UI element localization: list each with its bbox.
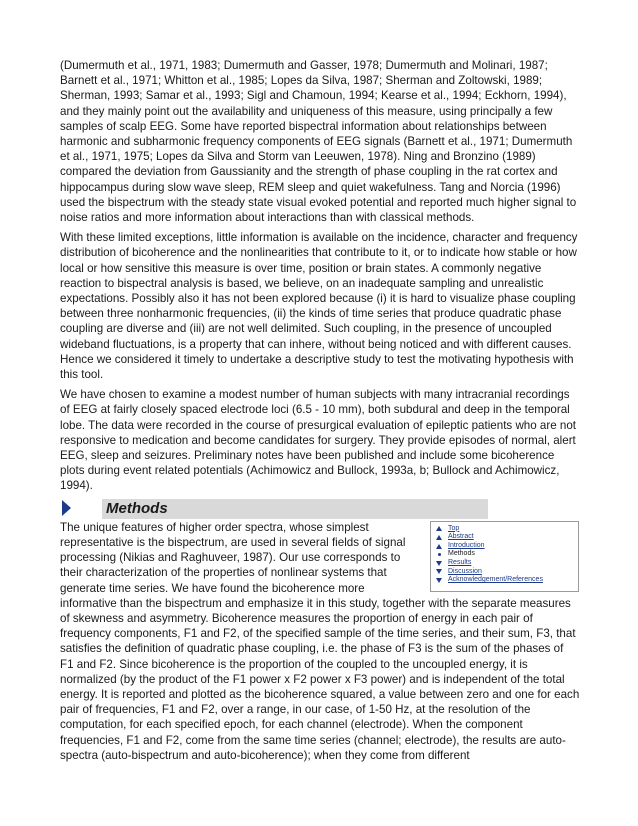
- section-heading-methods: [60, 499, 580, 519]
- nav-link-introduction[interactable]: Introduction: [448, 541, 485, 549]
- nav-item-methods: [436, 550, 576, 559]
- nav-item-top[interactable]: [436, 525, 576, 534]
- right-arrow-icon: [62, 500, 71, 516]
- nav-item-introduction[interactable]: [436, 542, 576, 551]
- down-arrow-icon[interactable]: [436, 569, 442, 574]
- nav-link-discussion[interactable]: Discussion: [448, 567, 482, 575]
- up-arrow-icon[interactable]: [436, 544, 442, 549]
- nav-item-results[interactable]: [436, 559, 576, 568]
- nav-item-discussion[interactable]: [436, 568, 576, 577]
- down-arrow-icon[interactable]: [436, 561, 442, 566]
- document-page: [60, 58, 580, 768]
- section-navigation: [430, 521, 579, 592]
- nav-link-results[interactable]: Results: [448, 559, 472, 567]
- up-arrow-icon[interactable]: [436, 526, 442, 531]
- paragraph-methods: The unique features of higher order spectra, whose simplest representative is the bispectrum, are used in several fields of signal processing (Nikias and Raghuveer, 1987). Our use corresponds to their characterization of the properties of nonlinear systems that generate time series. We have found the bicoherence more informative than the bispectrum and emphasize it in this study, together with the separate measures of skewness and asymmetry. Bicoherence measures the proportion of energy in each pair of frequency components, F1 and F2, of the specified sample of the time series, and their sum, F3, that satisfies the definition of quadratic phase coupling, i.e. the phase of F3 is the sum of the phases of F1 and F2. Since bicoherence is the proportion of the coupled to the uncoupled energy, it is normalized (by the product of the F1 power x F2 power x F3 power) and is independent of the total energy. It is reported and plotted as the bicoherence squared, a value between zero and one for each pair of frequencies, F1 and F2, over a range, in our case, of 1-50 Hz, at the resolution of the computation, for each specified epoch, for each channel (electrode). When the component frequencies, F1 and F2, come from the same time series (channel; electrode), the results are auto-spectra (auto-bispectrum and auto-bicoherence); when they come from different: [60, 520, 580, 762]
- nav-link-acknowledgement[interactable]: Acknowledgement/References: [448, 576, 543, 584]
- bullet-dot-icon: [438, 553, 441, 556]
- nav-link-abstract[interactable]: Abstract: [448, 533, 474, 541]
- nav-item-abstract[interactable]: [436, 533, 576, 542]
- section-title: Methods: [106, 499, 168, 517]
- down-arrow-icon[interactable]: [436, 578, 442, 583]
- paragraph-study-design: We have chosen to examine a modest number of human subjects with many intracranial recordings of EEG at fairly closely spaced electrode loci (6.5 - 10 mm), both subdural and deep in the temporal lobe. The data were recorded in the course of presurgical evaluation of epileptic patients who are not responsive to medication and become candidates for surgery. They provide episodes of normal, alert EEG, sleep and seizures. Preliminary notes have been published and include some bicoherence plots during event related potentials (Achimowicz and Bullock, 1993a, b; Bullock and Achimowicz, 1994).: [60, 388, 577, 493]
- heading-bar: [102, 499, 488, 519]
- up-arrow-icon[interactable]: [436, 535, 442, 540]
- nav-current-methods: Methods: [448, 550, 475, 558]
- nav-item-acknowledgement[interactable]: [436, 576, 576, 585]
- paragraph-limitations: With these limited exceptions, little information is available on the incidence, character and frequency distribution of bicoherence and the nonlinearities that contribute to it, or to indicate how stable or how local or how sensitive this measure is over time, position or brain states. A commonly negative reaction to bispectral analysis is based, we believe, on an inadequate sampling and unrealistic expectations. Possibly also it has not been explored because (i) it is hard to visualize phase coupling between three nonharmonic frequencies, (ii) the kinds of time series that produce quadratic phase coupling are diverse and (iii) are not well delimited. Such coupling, in the presence of uncoupled wideband fluctuations, is a property that can inhere, without being noticed and with different causes. Hence we considered it timely to undertake a descriptive study to test the motivating hypothesis with this tool.: [60, 231, 578, 382]
- nav-link-top[interactable]: Top: [448, 524, 460, 532]
- paragraph-references: (Dumermuth et al., 1971, 1983; Dumermuth and Gasser, 1978; Dumermuth and Molinari, 1987; Barnett et al., 1971; Whitton et al., 1985; Lopes da Silva, 1987; Sherman and Zoltowski, 1989; Sherman, 1993; Samar et al., 1993; Sigl and Chamoun, 1994; Kearse et al., 1994; Eckhorn, 1994), and they mainly point out the availability and uniqueness of this measure, using principally a few samples of scalp EEG. Some have reported bispectral information about relationships between harmonic and subharmonic frequency components of EEG signals (Barnett et al., 1971; Dumermuth et al., 1971, 1975; Lopes da Silva and Storm van Leeuwen, 1978). Ning and Bronzino (1989) compared the deviation from Gaussianity and the strength of phase coupling in the rat cortex and hippocampus during slow wave sleep, REM sleep and quiet wakefulness. Tang and Norcia (1996) used the bispectrum with the steady state visual evoked potential and reported much higher signal to noise ratios and more information about interactions than with classical methods.: [60, 59, 577, 225]
